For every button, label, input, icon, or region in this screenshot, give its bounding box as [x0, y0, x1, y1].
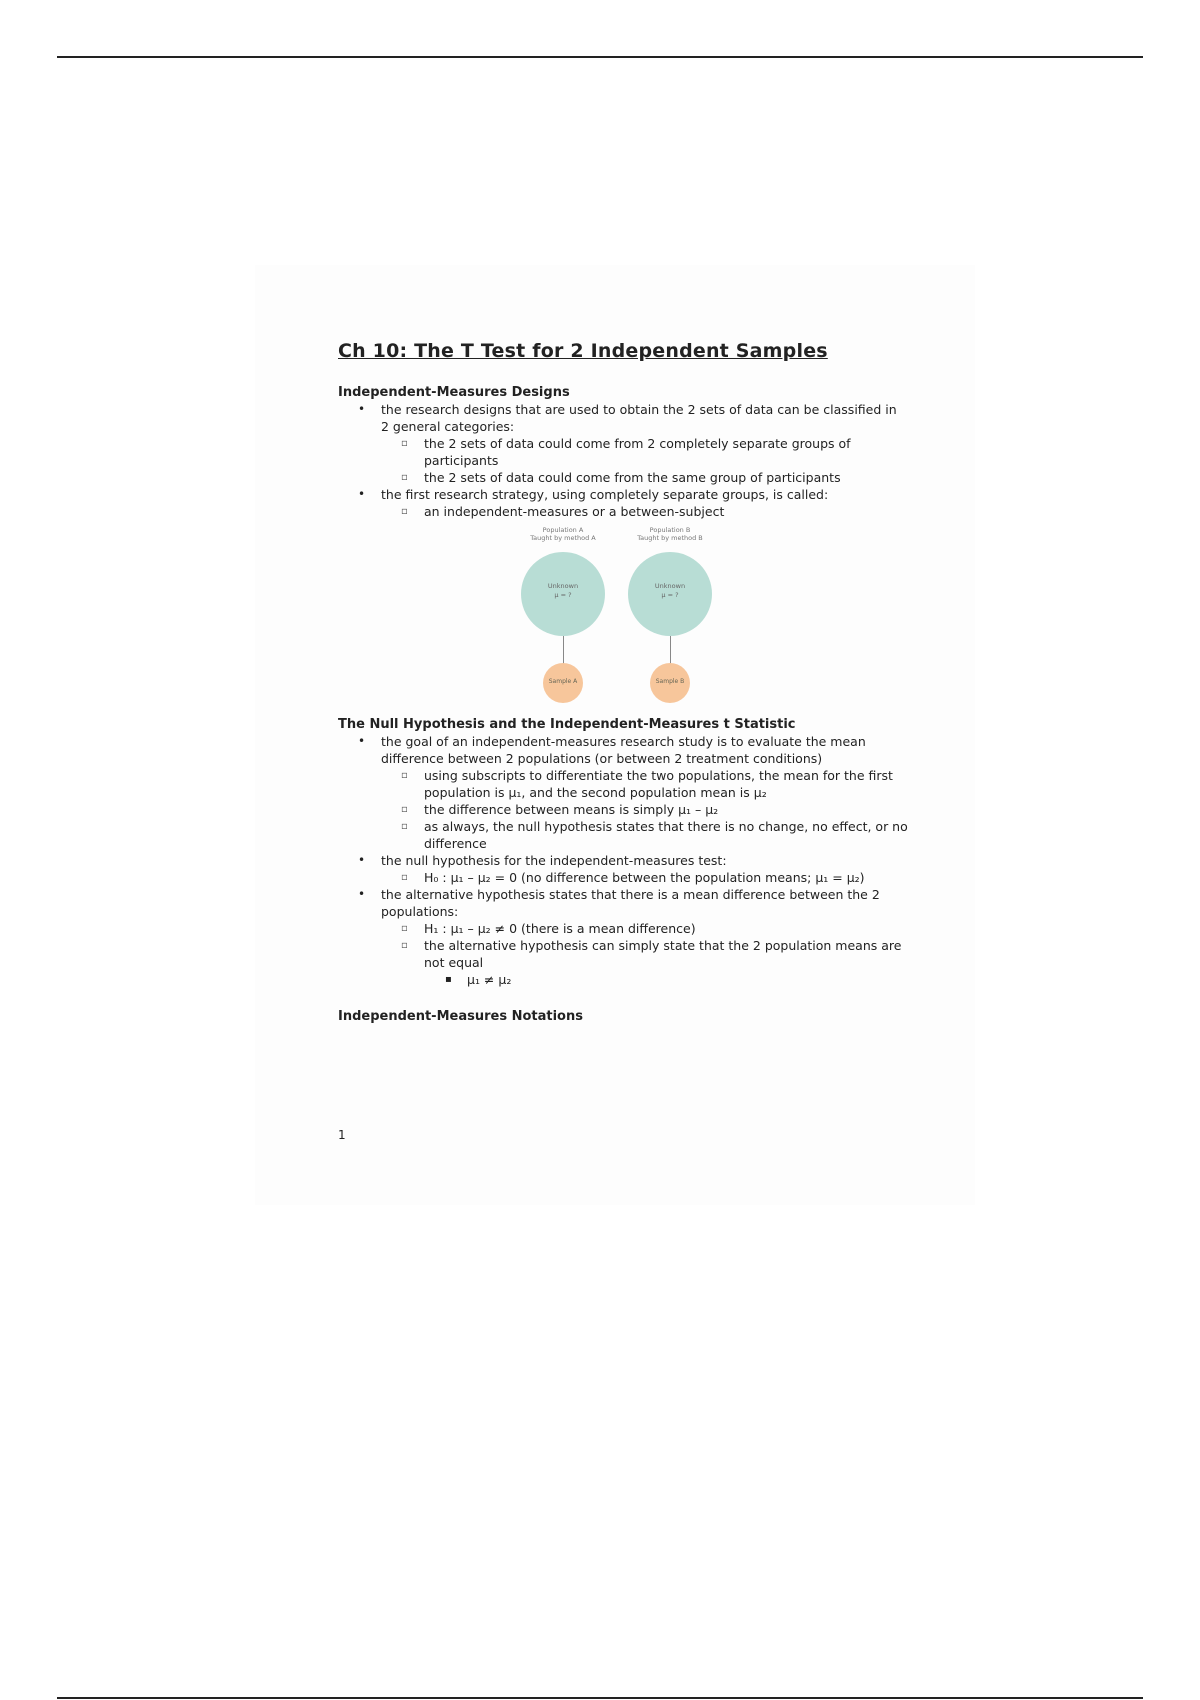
population-a-label-line1: Population A [542, 526, 584, 534]
list-item [338, 401, 908, 486]
sublist-item: ▫ using subscripts to differentiate the two populations, the mean for the first population is μ₁, and the second population mean is μ₂ [381, 767, 908, 801]
connector-a [563, 636, 564, 664]
sample-b-circle [650, 663, 690, 703]
connector-b [670, 636, 671, 664]
sample-b-label: Sample B [655, 678, 685, 685]
list-item-text: the goal of an independent-measures research study is to evaluate the mean difference between 2 populations (or between 2 treatment conditions) [381, 734, 866, 766]
sublist-item: ▫ H₁ : μ₁ – μ₂ ≠ 0 (there is a mean difference) [381, 920, 908, 937]
sub-sublist-item: ▪ μ₁ ≠ μ₂ [424, 971, 908, 988]
sublist [381, 920, 908, 988]
sublist-item-text: the alternative hypothesis can simply state that the 2 population means are not equal [424, 938, 902, 970]
sublist-item: ▫ as always, the null hypothesis states that there is no change, no effect, or no difference [381, 818, 908, 852]
list-item [338, 733, 908, 852]
sublist-item: ▫ the difference between means is simply μ₁ – μ₂ [381, 801, 908, 818]
list-item-text: the null hypothesis for the independent-measures test: [381, 853, 727, 868]
list-item [338, 486, 908, 520]
sublist [381, 503, 908, 520]
population-b-text-line2: μ = ? [661, 591, 679, 599]
section1-list [338, 401, 908, 520]
population-b-text [628, 582, 712, 600]
top-rule [57, 56, 1143, 58]
sublist-item: ▫ the 2 sets of data could come from 2 completely separate groups of participants [381, 435, 908, 469]
document-title: Ch 10: The T Test for 2 Independent Samples [338, 340, 828, 362]
population-b-label-line2: Taught by method B [637, 534, 703, 542]
sublist-item [381, 937, 908, 988]
sublist-item: ▫ an independent-measures or a between-subject [381, 503, 908, 520]
sublist-item: ▫ the 2 sets of data could come from the same group of participants [381, 469, 908, 486]
section2-list [338, 733, 908, 988]
section-heading-null-hypothesis: The Null Hypothesis and the Independent-Measures t Statistic [338, 717, 796, 732]
population-a-text [521, 582, 605, 600]
list-item [338, 852, 908, 886]
population-a-text-line2: μ = ? [554, 591, 572, 599]
list-item-text: the research designs that are used to obtain the 2 sets of data can be classified in 2 general categories: [381, 402, 897, 434]
sample-a-circle [543, 663, 583, 703]
document-content [338, 340, 908, 1025]
sublist-item: ▫ H₀ : μ₁ – μ₂ = 0 (no difference between the population means; μ₁ = μ₂) [381, 869, 908, 886]
population-sample-diagram [338, 526, 908, 706]
population-b-label [615, 526, 725, 542]
sublist [381, 869, 908, 886]
population-b-label-line1: Population B [649, 526, 691, 534]
section-heading-independent-measures-designs: Independent-Measures Designs [338, 385, 570, 400]
sample-a-label: Sample A [548, 678, 578, 685]
population-b-circle [628, 552, 712, 636]
population-a-label-line2: Taught by method A [530, 534, 596, 542]
list-item-text: the first research strategy, using completely separate groups, is called: [381, 487, 829, 502]
section-heading-independent-measures-notations: Independent-Measures Notations [338, 1009, 583, 1024]
sub-sublist [424, 971, 908, 988]
list-item [338, 886, 908, 988]
population-a-text-line1: Unknown [547, 582, 579, 590]
population-a-circle [521, 552, 605, 636]
sublist [381, 767, 908, 852]
bottom-rule [57, 1697, 1143, 1699]
population-b-text-line1: Unknown [654, 582, 686, 590]
page-number: 1 [338, 1128, 346, 1142]
list-item-text: the alternative hypothesis states that there is a mean difference between the 2 populations: [381, 887, 880, 919]
population-a-label [508, 526, 618, 542]
sublist [381, 435, 908, 486]
